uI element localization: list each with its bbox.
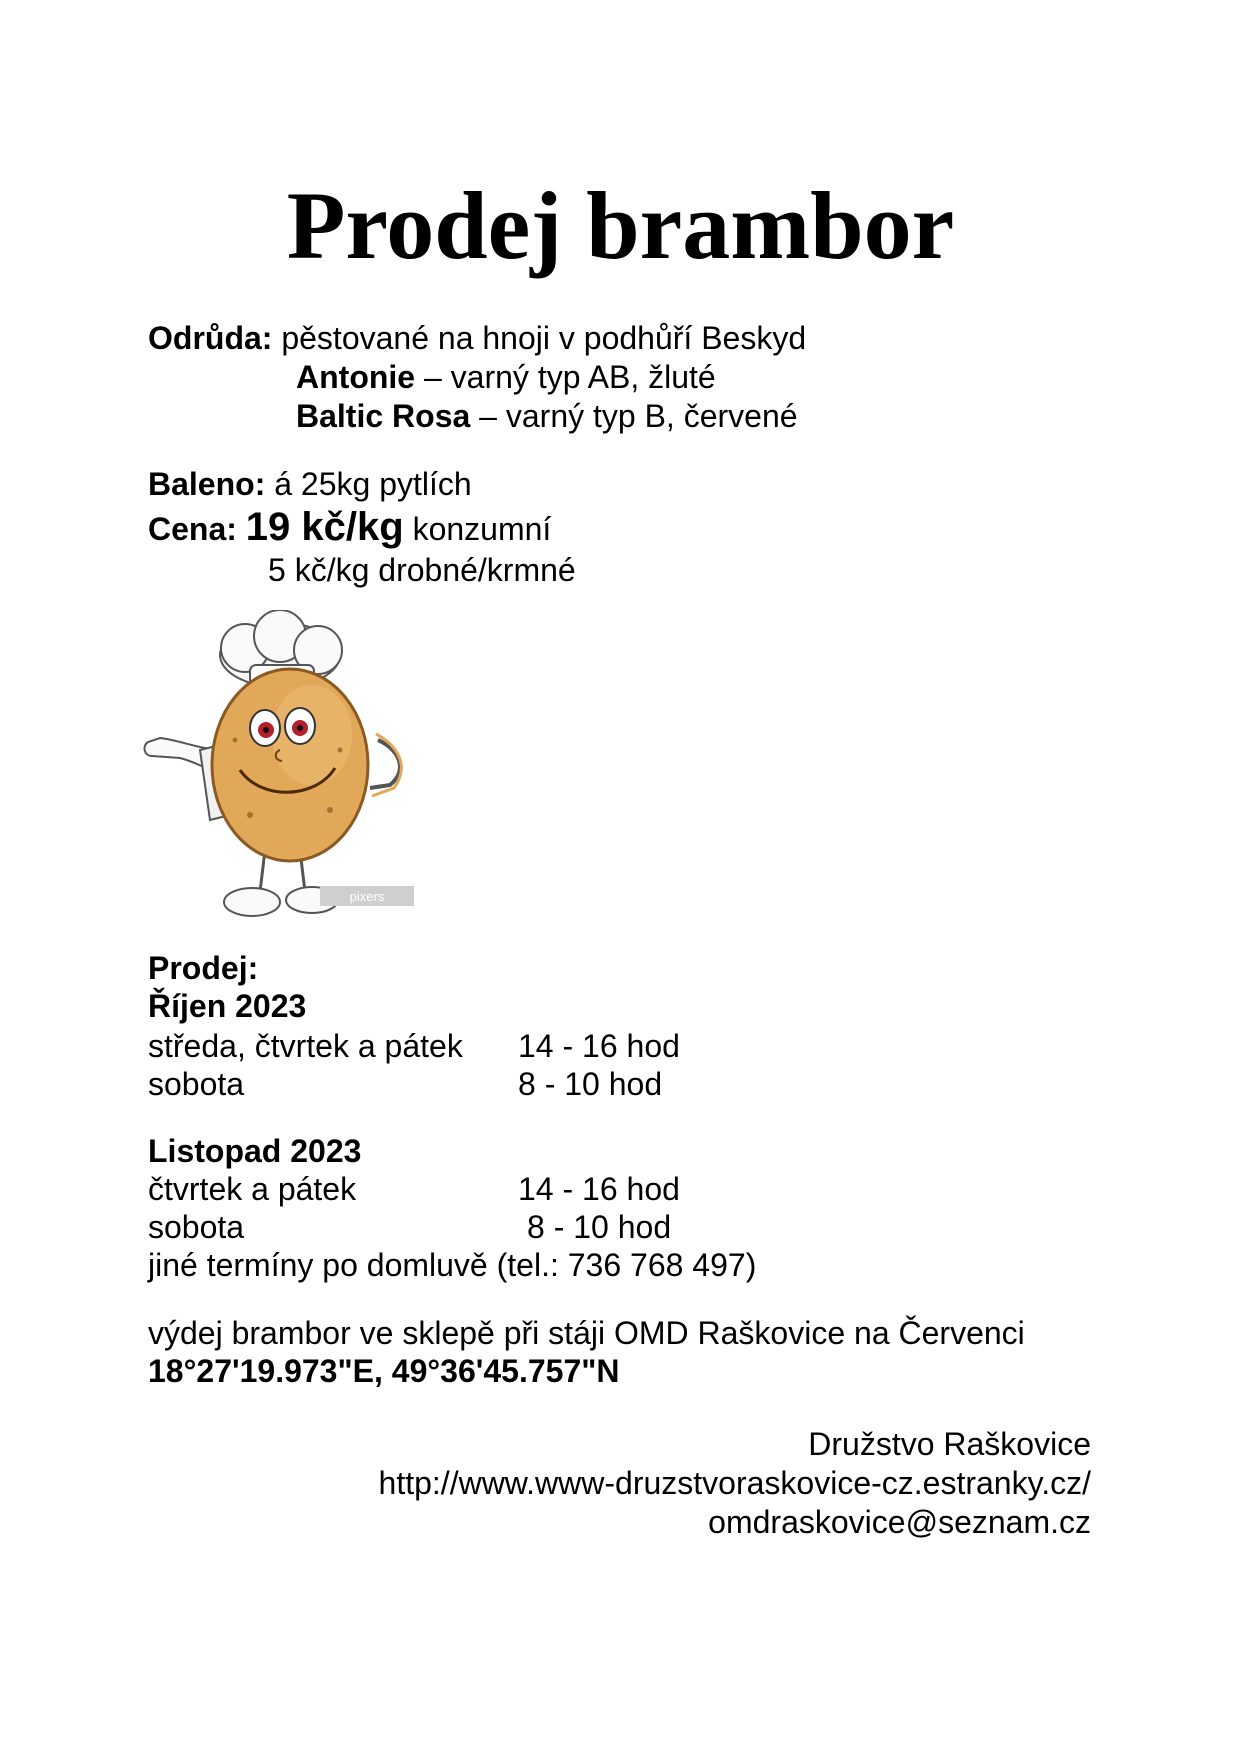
- schedule-time: 14 - 16 hod: [518, 1028, 680, 1064]
- variety-item-desc: – varný typ AB, žluté: [423, 359, 716, 395]
- page-title: Prodej brambor: [286, 172, 955, 279]
- price-line: [148, 507, 551, 547]
- packaging-text: á 25kg pytlích: [274, 466, 472, 502]
- pickup-coords: 18°27'19.973"E, 49°36'45.757"N: [148, 1353, 620, 1389]
- potato-chef-icon: [140, 610, 440, 930]
- variety-line: [148, 322, 806, 354]
- variety-text: pěstované na hnoji v podhůří Beskyd: [281, 320, 807, 356]
- schedule-days: čtvrtek a pátek: [148, 1171, 357, 1207]
- schedule-days: středa, čtvrtek a pátek: [148, 1028, 463, 1064]
- sale-heading: Prodej:: [148, 950, 259, 986]
- variety-label: Odrůda:: [148, 320, 273, 356]
- schedule-days: sobota: [148, 1066, 245, 1102]
- variety-item-name: Antonie: [296, 359, 416, 395]
- pickup-text: výdej brambor ve sklepě při stáji OMD Raškovice na Červenci: [148, 1315, 1025, 1351]
- price-main-note: konzumní: [412, 511, 552, 547]
- variety-item-name: Baltic Rosa: [296, 398, 471, 434]
- variety-item: [296, 361, 716, 393]
- variety-item: [296, 400, 798, 432]
- price-secondary: 5 kč/kg drobné/krmné: [268, 552, 576, 588]
- schedule-time: 14 - 16 hod: [518, 1171, 680, 1207]
- price-main: 19 kč/kg: [245, 505, 404, 549]
- watermark-label: pixers: [349, 889, 385, 904]
- schedule-days: sobota: [148, 1209, 245, 1245]
- org-name: Družstvo Raškovice: [808, 1426, 1091, 1462]
- packaging-label: Baleno:: [148, 466, 266, 502]
- variety-item-desc: – varný typ B, červené: [479, 398, 798, 434]
- website-link[interactable]: http://www.www-druzstvoraskovice-cz.estranky.cz/: [378, 1465, 1091, 1501]
- email-link[interactable]: omdraskovice@seznam.cz: [708, 1504, 1091, 1540]
- other-dates: jiné termíny po domluvě (tel.: 736 768 497): [148, 1247, 757, 1283]
- schedule-time: 8 - 10 hod: [527, 1209, 672, 1245]
- month-heading: Listopad 2023: [148, 1133, 362, 1169]
- price-label: Cena:: [148, 511, 237, 547]
- schedule-time: 8 - 10 hod: [518, 1066, 663, 1102]
- month-heading: Říjen 2023: [148, 988, 307, 1024]
- packaging-line: [148, 468, 472, 500]
